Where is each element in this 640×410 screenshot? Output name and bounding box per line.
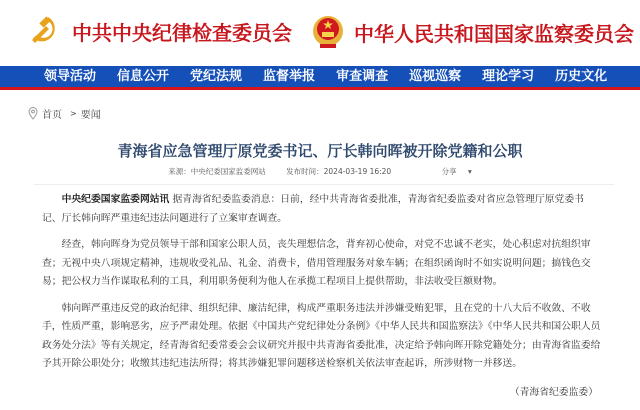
article-title: 青海省应急管理厅原党委书记、厅长韩向晖被开除党籍和公职 <box>117 142 523 160</box>
share-button[interactable]: 分享 ▾ <box>441 167 472 176</box>
article-signature: （青海省纪委监委） <box>509 386 598 398</box>
national-emblem-icon <box>312 14 344 50</box>
article-meta <box>0 166 640 177</box>
breadcrumb-current[interactable]: 要闻 <box>80 110 101 121</box>
nav-investigation[interactable]: 审查调查 <box>336 69 389 84</box>
article-time: 发布时间：2024-03-19 16:20 <box>286 167 392 176</box>
nav-report[interactable]: 监督举报 <box>263 69 316 84</box>
nav-inspection[interactable]: 巡视巡察 <box>409 69 462 84</box>
main-nav <box>0 66 640 90</box>
article-source: 来源：中央纪委国家监委网站 <box>168 167 266 176</box>
nsc-name: 中华人民共和国国家监察委员会 <box>354 21 634 46</box>
lead-source: 中央纪委国家监委网站讯 <box>61 194 170 205</box>
nav-leadership[interactable]: 领导活动 <box>44 69 97 84</box>
paragraph-2: 经查，韩向晖身为党员领导干部和国家公职人员，丧失理想信念，背弃初心使命，对党不忠诚不老实，处心积虑对抗组织审查；无视中央八项规定精神，违规收受礼品、礼金、消费卡，借用管理服务对象车辆；在组织函询时不如实说明问题；搞钱色交易；把公权力当作谋取私利的工具，利用职务便利为他人在承揽工程项目上提供帮助，非法收受巨额财物。 <box>42 239 591 287</box>
nav-info-disclosure[interactable]: 信息公开 <box>117 69 170 84</box>
paragraph-3: 韩向晖严重违反党的政治纪律、组织纪律、廉洁纪律，构成严重职务违法并涉嫌受贿犯罪，且在党的十八大后不收敛、不收手，性质严重，影响恶劣，应予严肃处理。依据《中国共产党纪律处分条例》《中华人民共和国监察法》《中华人民共和国公职人员政务处分法》等有关规定，经青海省纪委常委会会议研究并报中共青海省委批准，决定给予韩向晖开除党籍处分；由青海省监委给予其开除公职处分；收缴其违纪违法所得；将其涉嫌犯罪问题移送检察机关依法审查起诉，所涉财物一并移送。 <box>42 302 601 369</box>
site-header <box>0 0 640 64</box>
ccdi-name: 中共中央纪律检查委员会 <box>72 20 292 45</box>
breadcrumb-separator: > <box>70 109 77 118</box>
nav-regulations[interactable]: 党纪法规 <box>190 69 243 84</box>
ccdi-logo[interactable] <box>28 14 292 48</box>
nav-history[interactable]: 历史文化 <box>555 69 608 84</box>
location-pin-icon <box>28 107 38 120</box>
paragraph-1: 中央纪委国家监委网站讯 据青海省纪委监委消息：日前，经中共青海省委批准，青海省纪委监委对省应急管理厅原党委书记、厅长韩向晖严重违纪违法问题进行了立案审查调查。 <box>42 194 584 224</box>
divider <box>34 184 614 185</box>
article-body <box>42 191 602 410</box>
nav-theory[interactable]: 理论学习 <box>482 69 535 84</box>
nsc-logo[interactable] <box>312 14 634 50</box>
breadcrumb-home[interactable]: 首页 <box>42 110 62 121</box>
breadcrumb <box>28 106 101 121</box>
party-emblem-icon <box>28 14 62 48</box>
